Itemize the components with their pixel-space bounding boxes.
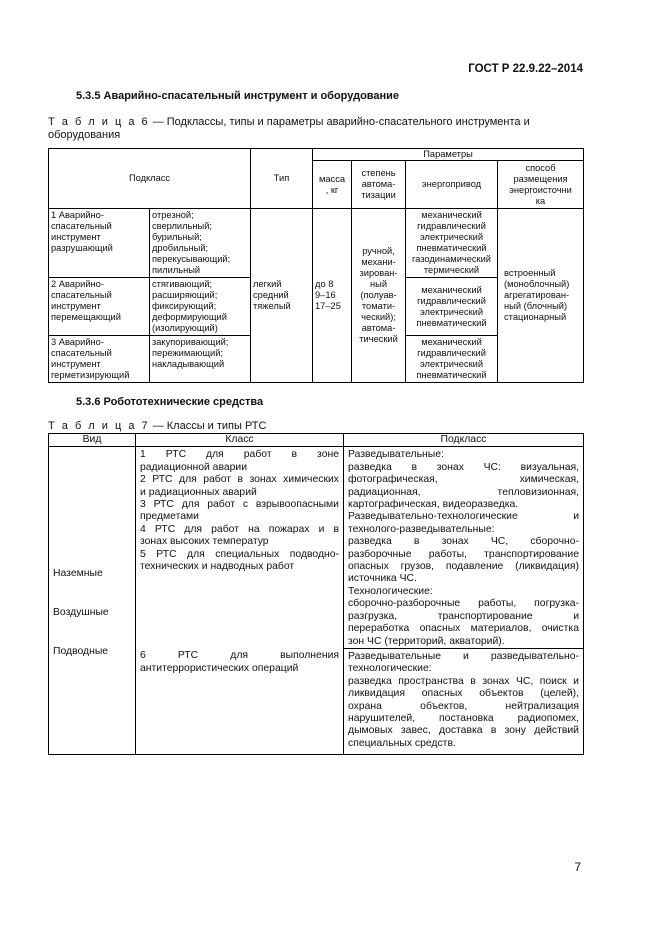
table6-mass-values: до 8 9–16 17–25 [313, 209, 352, 383]
table6-automation-values: ручной, механи- зирован- ный (полуав- томати- ческий); автома- тический [352, 209, 406, 383]
table7-caption-text: — Классы и типы РТС [149, 420, 267, 432]
table6-header-type: Тип [251, 149, 313, 209]
table7-header-kind: Вид [49, 434, 136, 447]
table7-caption [48, 420, 266, 433]
table7-kind-ground: Наземные [53, 568, 103, 580]
table7-kind-air: Воздушные [53, 607, 109, 619]
table6-header-subclass: Подкласс [49, 149, 251, 209]
table7-kind-underwater: Подводные [53, 646, 109, 658]
table6-row2-kinds: стягивающий; расширяющий; фиксирующий; деформирующий (изолирующий) [150, 278, 251, 336]
section-title-5-3-5: 5.3.5 Аварийно-спасательный инструмент и оборудование [76, 90, 400, 102]
table7-classes-6: 6 РТС для выполнения антитеррористических операций [136, 648, 344, 754]
table7-header-class: Класс [136, 434, 344, 447]
table6-caption-text2: оборудования [48, 129, 121, 141]
section-title-5-3-6: 5.3.6 Робототехнические средства [76, 396, 264, 408]
table6-header-mass: масса , кг [313, 161, 352, 209]
table7-header-subclass: Подкласс [344, 434, 584, 447]
table7-kinds [49, 447, 136, 755]
table7-row [49, 447, 584, 649]
table6-header-placement: способ размещения энергоисточни ка [498, 161, 584, 209]
table7 [48, 433, 584, 755]
table6-caption [48, 116, 568, 142]
table6-row1-kinds: отрезной; сверлильный; бурильный; дробильный; перекусывающий; пилильный [150, 209, 251, 278]
document-code: ГОСТ Р 22.9.22–2014 [468, 63, 583, 75]
table6-row1-energy: механический гидравлический электрический пневматический газодинамический термический [406, 209, 498, 278]
table6-caption-text: — Подклассы, типы и параметры аварийно-спасательного инструмента и [149, 116, 530, 128]
table6-placement-values: встроенный (моноблочный) агрегатирован- ный (блочный) стационарный [498, 209, 584, 383]
page-number: 7 [574, 860, 581, 874]
table7-caption-prefix: Т а б л и ц а 7 [48, 420, 150, 432]
table6-header-params: Параметры [313, 149, 584, 161]
table6-header-automation: степень автома- тизации [352, 161, 406, 209]
table6-caption-prefix: Т а б л и ц а 6 [48, 116, 150, 128]
table6-row3-kinds: закупоривающий; пережимающий; накладывающий [150, 336, 251, 383]
table7-classes-1-5: 1 РТС для работ в зоне радиационной аварии 2 РТС для работ в зонах химических и радиационных аварий 3 РТС для работ с взрывоопасными предметами 4 РТС для работ на пожарах и в зонах высоких температур 5 РТС для специальных подводно- технических и надводных работ [136, 447, 344, 649]
table6-row1-subclass: 1 Аварийно- спасательный инструмент разрушающий [49, 209, 150, 278]
table6-row3-energy: механический гидравлический электрический пневматический [406, 336, 498, 383]
table6 [48, 148, 584, 383]
table6-header-energy: энергопривод [406, 161, 498, 209]
table6-row [49, 209, 584, 278]
table7-subclasses-a: Разведывательные: разведка в зонах ЧС: визуальная, фотографическая, химическая, радиационная, тепловизионная, картографическая, видеоразведка. Разведывательно-технологические и технолого-разведывательные: разведка в зонах ЧС, сборочно- разборочные работы, транспортирование опасных грузов, подавление (ликвидация) источника ЧС. Технологические: сборочно-разборочные работы, погрузка- разгрузка, транспортирование и переработка опасных материалов, очистка зон ЧС (территорий, акваторий). [344, 447, 584, 649]
table6-row2-energy: механический гидравлический электрический пневматический [406, 278, 498, 336]
table6-row2-subclass: 2 Аварийно- спасательный инструмент перемещающий [49, 278, 150, 336]
table6-row3-subclass: 3 Аварийно- спасательный инструмент герметизирующий [49, 336, 150, 383]
table6-type-values: легкий средний тяжелый [251, 209, 313, 383]
table7-subclasses-b: Разведывательные и разведывательно- технологические: разведка пространства в зонах ЧС, поиск и ликвидация опасных объектов (целей), охрана объектов, нейтрализация нарушителей, постановка радиопомех, дымовых завес, доставка в зону действий специальных средств. [344, 648, 584, 754]
